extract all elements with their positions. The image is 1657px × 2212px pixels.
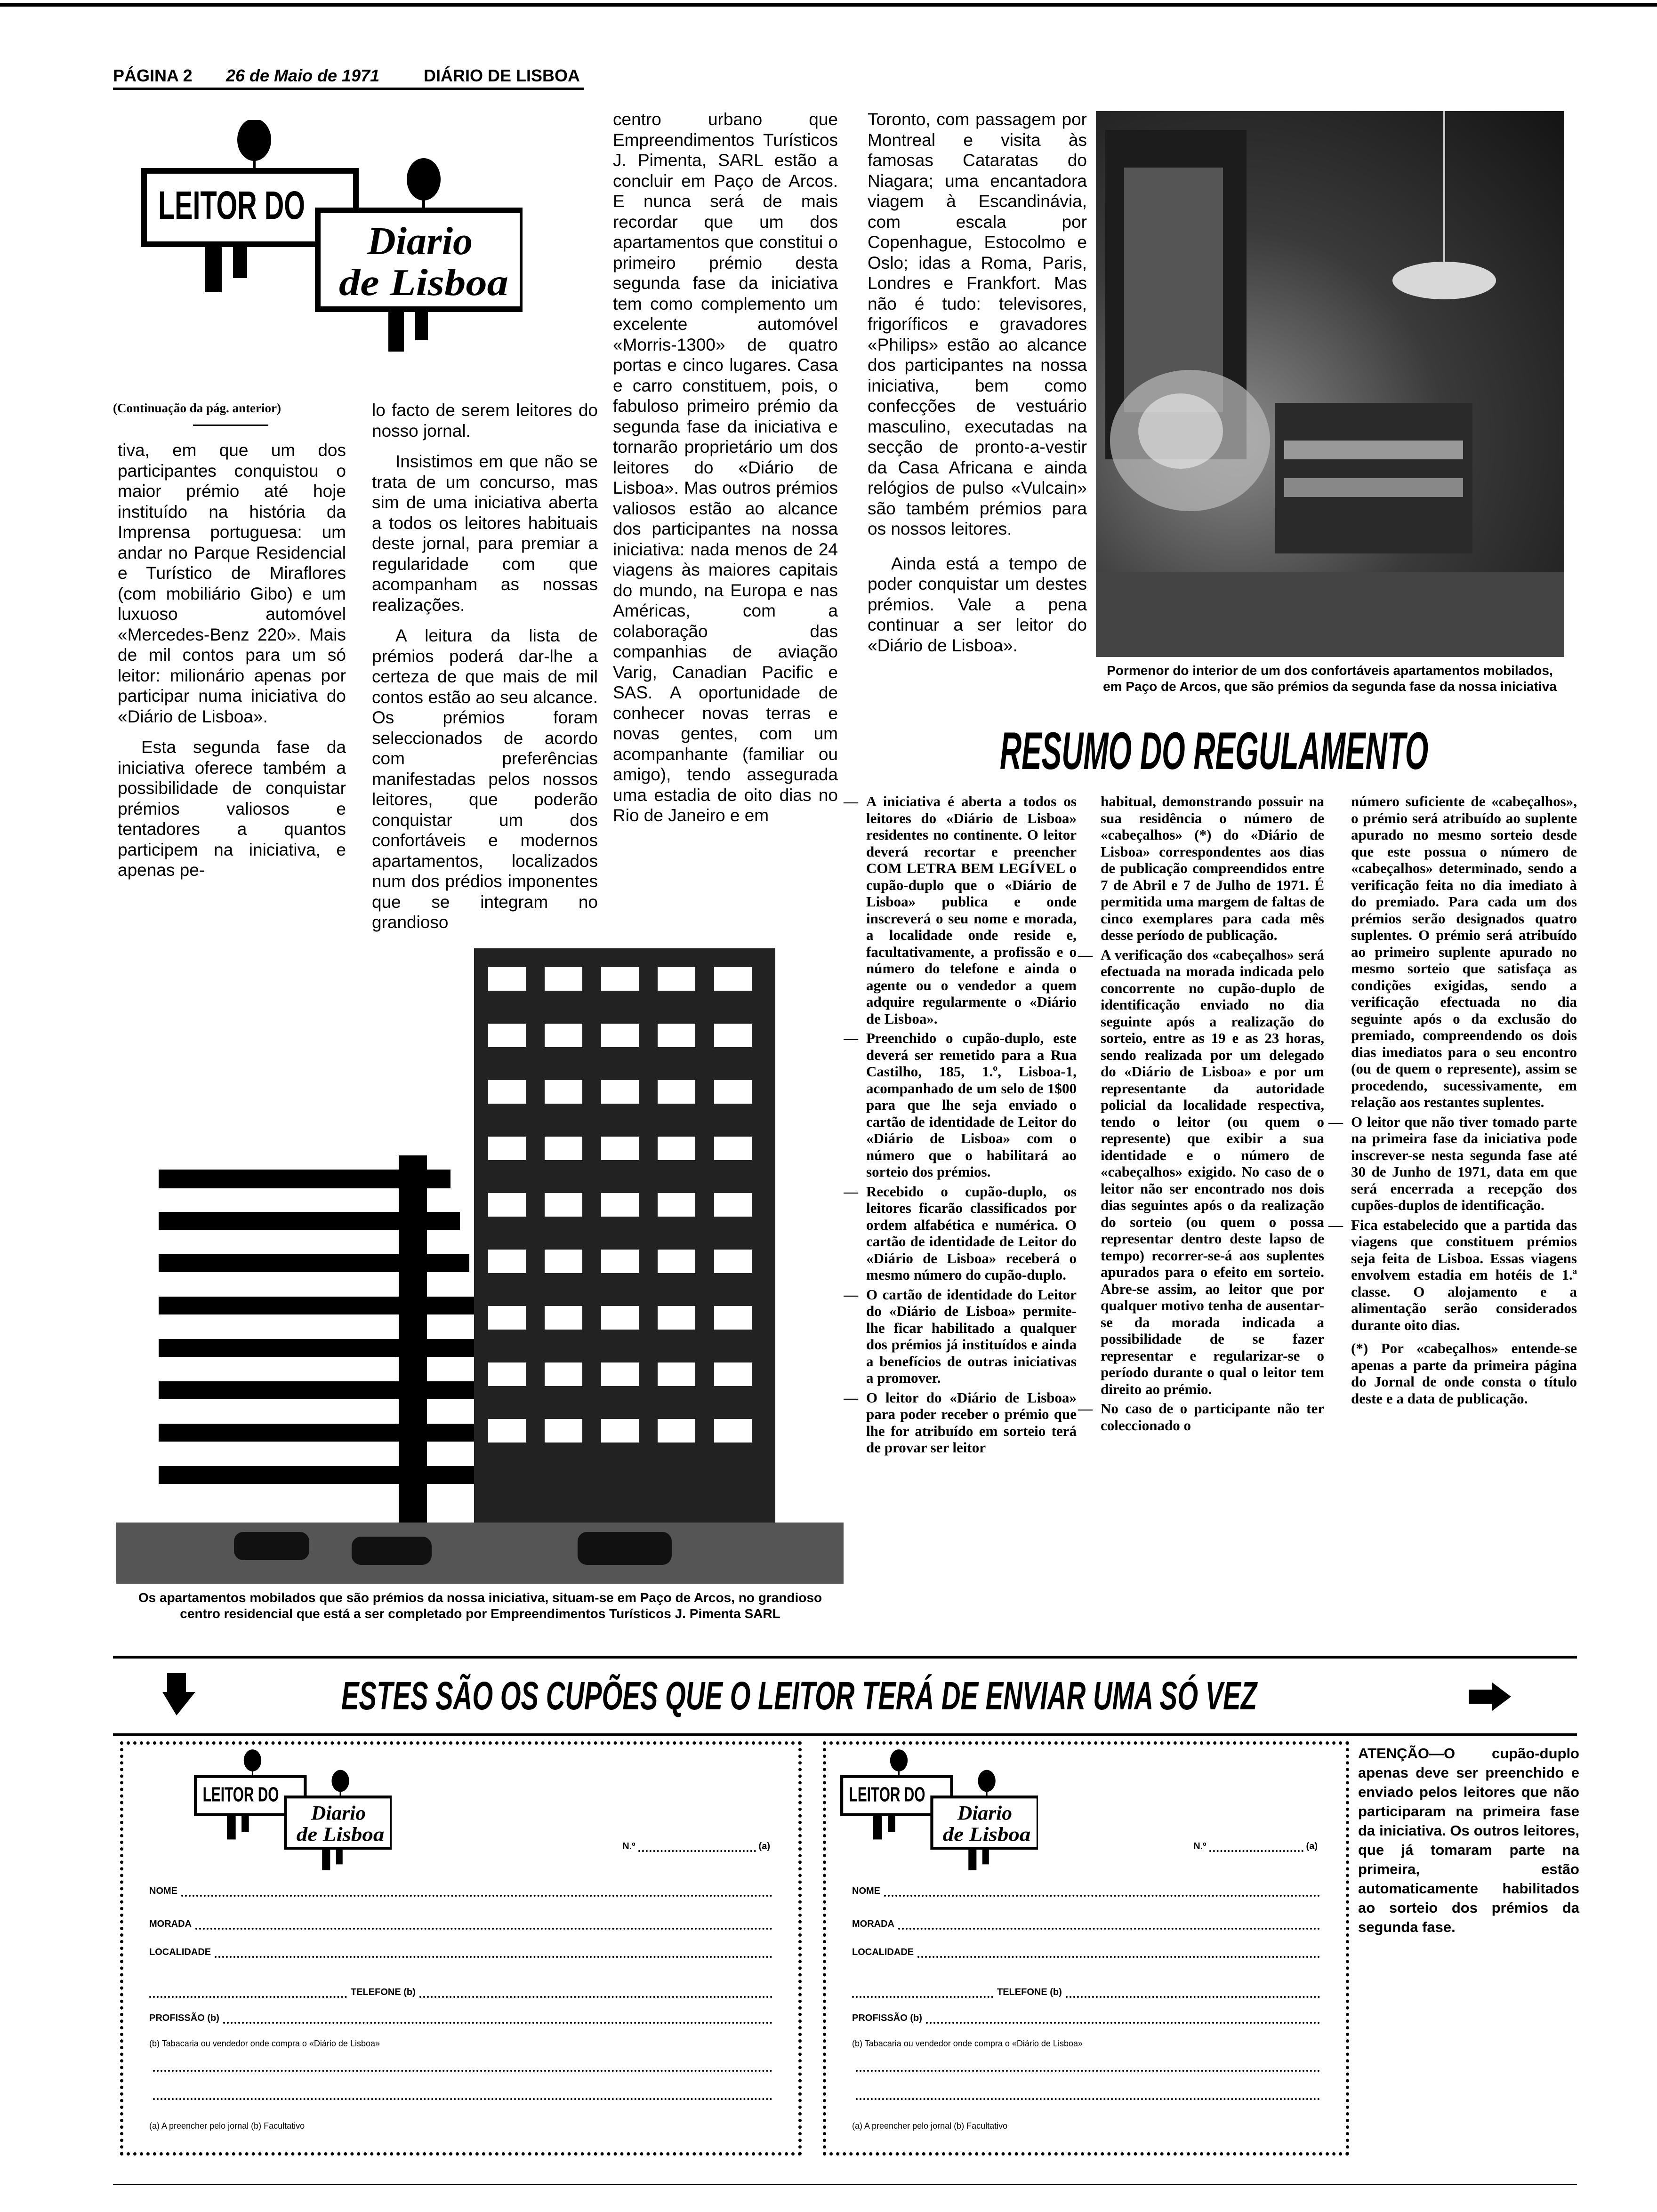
logo-diario: Diario	[367, 219, 473, 263]
agent-field-line-2[interactable]	[852, 2098, 1320, 2100]
logo-de-lisboa: de Lisboa	[296, 1824, 385, 1846]
phone-field[interactable]	[149, 1987, 772, 1998]
continuation-rule	[193, 425, 268, 426]
attention-lead: ATENÇÃO—	[1358, 1745, 1444, 1762]
address-label: MORADA	[852, 1919, 894, 1929]
coupon-number-field[interactable]	[622, 1841, 770, 1852]
regulation-item: — Preenchido o cupão-duplo, este deverá ser remetido para a Rua Castilho, 185, 1.º, Lisboa-1, acompanhado de um selo de 1$00 para que lhe seja enviado o cartão de identidade de Leitor do «Diário de Lisboa» com o número que o habilitará ao sorteio dos prémios.	[844, 1030, 1077, 1180]
newspaper-name: DIÁRIO DE LISBOA	[424, 66, 580, 85]
logo-leitor-do: LEITOR DO	[202, 1783, 279, 1806]
agent-note: (b) Tabacaria ou vendedor onde compra o «Diário de Lisboa»	[149, 2039, 380, 2048]
banner-rule-top	[113, 1656, 1577, 1659]
coupons-banner: ESTES SÃO OS CUPÕES QUE O LEITOR TERÁ DE ENVIAR UMA SÓ VEZ	[341, 1674, 1257, 1718]
regulation-item: — O leitor do «Diário de Lisboa» para poder receber o prémio que lhe for atribuído em sorteio terá de provar ser leitor	[844, 1389, 1077, 1456]
name-field[interactable]	[852, 1886, 1320, 1897]
top-border	[0, 3, 1657, 7]
attention-text: O cupão-duplo apenas deve ser preenchido e enviado pelos leitores que não participaram na primeira fase da iniciativa. Os outros leitores, que já tomaram parte na primeira, estão automaticamente habilitados ao sorteio dos prémios da segunda fase.	[1358, 1745, 1579, 1935]
article-paragraph: tiva, em que um dos participantes conquistou o maior prémio até hoje instituído na história da Imprensa portuguesa: um andar no Parque Residencial e Turístico de Miraflores (com mobiliário Gibo) e um luxuoso automóvel «Mercedes-Benz 220». Mais de mil contos para um só leitor: milionário apenas por participar numa iniciativa do «Diário de Lisboa».	[118, 441, 346, 726]
buildings-photo	[116, 948, 844, 1584]
article-paragraph: Esta segunda fase da iniciativa oferece também a possibilidade de conquistar prémios valiosos e tentadores a quantos participem na iniciativa, e apenas pe-	[118, 737, 346, 880]
locality-label: LOCALIDADE	[149, 1947, 211, 1957]
locality-field[interactable]	[149, 1947, 772, 1958]
number-note: (a)	[1306, 1841, 1318, 1851]
number-label: N.º	[1193, 1841, 1207, 1851]
attention-note	[1358, 1744, 1579, 1937]
regulation-title: RESUMO DO REGULAMENTO	[1000, 721, 1429, 780]
article-column-4	[868, 109, 1087, 656]
coupon-footer-note: (a) A preencher pelo jornal (b) Facultativo	[852, 2121, 1008, 2131]
coupon-number-field[interactable]	[1193, 1841, 1318, 1852]
regulation-item: — A iniciativa é aberta a todos os leitores do «Diário de Lisboa» residentes no continente. O leitor deverá recortar e preencher COM LETRA BEM LEGÍVEL o cupão-duplo que o «Diário de Lisboa» publica e onde inscreverá o seu nome e morada, a localidade onde reside e, facultativamente, a profissão e o número do telefone e ainda o agente ou o vendedor a quem adquire regularmente o «Diário de Lisboa».	[844, 793, 1077, 1027]
balloon-icon	[331, 1770, 349, 1792]
address-field[interactable]	[852, 1919, 1320, 1930]
profession-label: PROFISSÃO (b)	[149, 2013, 219, 2023]
coupon-footer-note: (a) A preencher pelo jornal (b) Facultativo	[149, 2121, 305, 2131]
name-label: NOME	[149, 1886, 177, 1896]
logo-graphic	[194, 1749, 392, 1872]
logo-leitor-do: LEITOR DO	[849, 1783, 925, 1806]
bottom-rule	[113, 2184, 1577, 2185]
continuation-note: (Continuação da pág. anterior)	[113, 401, 281, 415]
locality-field[interactable]	[852, 1947, 1320, 1958]
agent-field-line-1[interactable]	[149, 2069, 772, 2072]
phone-field[interactable]	[852, 1987, 1320, 1998]
regulation-item: — Recebido o cupão-duplo, os leitores ficarão classificados por ordem alfabética e numérica. O cartão de identidade de Leitor do «Diário de Lisboa» receberá o mesmo número do cupão-duplo.	[844, 1183, 1077, 1283]
balloon-icon	[890, 1749, 908, 1771]
logo-de-lisboa: de Lisboa	[339, 261, 508, 304]
profession-field[interactable]	[852, 2013, 1320, 2024]
coupon-logo	[194, 1749, 392, 1872]
issue-date: 26 de Maio de 1971	[226, 66, 380, 85]
article-paragraph: Insistimos em que não se trata de um concurso, mas sim de uma iniciativa aberta a todos os leitores habituais deste jornal, para premiar a regularidade com que acompanham as nossas realizações.	[372, 452, 598, 615]
article-paragraph: centro urbano que Empreendimentos Turísticos J. Pimenta, SARL estão a concluir em Paço de Arcos. E nunca será de mais recordar que um dos apartamentos que constitui o primeiro prémio desta segunda fase da iniciativa tem como complemento um excelente automóvel «Morris-1300» de quatro portas e cinco lugares. Casa e carro constituem, pois, o fabuloso primeiro prémio da segunda fase da iniciativa e tornarão proprietário um dos leitores do «Diário de Lisboa». Mas outros prémios valiosos estão ao alcance dos participantes na nossa iniciativa: nada menos de 24 viagens às maiores capitais do mundo, na Europa e nas Américas, com a colaboração das companhias de aviação Varig, Canadian Pacific e SAS. A oportunidade de conhecer novas terras e novas gentes, com um acompanhante (familiar ou amigo), tendo assegurada uma estadia de oito dias no Rio de Janeiro e em	[613, 110, 838, 825]
name-label: NOME	[852, 1886, 880, 1896]
logo-diario: Diario	[957, 1802, 1013, 1825]
logo-graphic	[840, 1749, 1038, 1872]
balloon-icon	[244, 1749, 261, 1771]
interior-photo	[1096, 111, 1564, 657]
arrow-down-icon	[162, 1673, 195, 1715]
article-paragraph: A leitura da lista de prémios poderá dar-lhe a certeza de que mais de mil contos estão ao seu alcance. Os prémios foram seleccionados de acordo com preferências manifestadas pelos nossos leitores, que poderão conquistar um dos confortáveis e modernos apartamentos, localizados num dos prédios imponentes que se integram no grandioso	[372, 626, 598, 932]
leitor-do-diario-de-lisboa-logo	[141, 120, 523, 353]
regulation-item: — O cartão de identidade do Leitor do «Diário de Lisboa» permite-lhe ficar habilitado a qualquer dos prémios já instituídos e ainda a benefícios de outras iniciativas a promover.	[844, 1286, 1077, 1387]
number-note: (a)	[758, 1841, 770, 1851]
phone-label: TELEFONE (b)	[997, 1987, 1062, 1997]
regulation-item: — Fica estabelecido que a partida das viagens que constituem prémios seja feita de Lisboa. Essas viagens envolvem estadia em hotéis de 1.ª classe. O alojamento e a alimentação serão considerados durante oito dias.	[1328, 1217, 1577, 1334]
agent-note: (b) Tabacaria ou vendedor onde compra o «Diário de Lisboa»	[852, 2039, 1083, 2048]
balloon-icon	[407, 158, 441, 200]
logo-de-lisboa: de Lisboa	[942, 1824, 1031, 1846]
interior-photo-graphic	[1096, 111, 1564, 657]
arrow-right-icon	[1469, 1683, 1511, 1711]
number-label: N.º	[622, 1841, 635, 1851]
agent-field-line-1[interactable]	[852, 2069, 1320, 2072]
address-field[interactable]	[149, 1919, 772, 1930]
article-paragraph: Ainda está a tempo de poder conquistar um destes prémios. Vale a pena continuar a ser leitor do «Diário de Lisboa».	[868, 553, 1087, 655]
article-paragraph: lo facto de serem leitores do nosso jornal.	[372, 401, 598, 441]
regulation-title-wrap	[1000, 721, 1433, 780]
regulation-column-a	[844, 793, 1077, 1459]
regulation-item-continuation: número suficiente de «cabeçalhos», o prémio será atribuído ao suplente apurado no mesmo sorteio desde que este possua o número de «cabeçalhos» determinado, sendo a verificação feita no dia imediato à do premiado. Para cada um dos prémios serão designados quatro suplentes. O prémio será atribuído ao primeiro suplente apurado no mesmo sorteio que satisfaça as condições exigidas, sendo a verificação efectuada no dia seguinte após o da exclusão do premiado, compreendendo os dois dias imediatos para o seu encontro (ou de quem o represente), assim se procedendo, sucessivamente, em relação aos restantes suplentes.	[1351, 793, 1577, 1110]
phone-label: TELEFONE (b)	[351, 1987, 416, 1997]
logo-leitor-do: LEITOR DO	[158, 183, 305, 227]
locality-label: LOCALIDADE	[852, 1947, 914, 1957]
coupon-form-1	[120, 1741, 802, 2156]
banner-wrap	[341, 1672, 1306, 1719]
regulation-item: — O leitor que não tiver tomado parte na primeira fase da iniciativa pode inscrever-se nesta segunda fase até 30 de Junho de 1971, data em que será encerrada a recepção dos cupões-duplos de identificação.	[1328, 1114, 1577, 1214]
page-number: PÁGINA 2	[113, 66, 193, 85]
banner-rule-bottom	[113, 1733, 1577, 1736]
profession-label: PROFISSÃO (b)	[852, 2013, 922, 2023]
profession-field[interactable]	[149, 2013, 772, 2024]
buildings-photo-graphic	[116, 948, 844, 1584]
logo-diario: Diario	[311, 1802, 366, 1825]
header-rule	[113, 88, 584, 90]
balloon-icon	[978, 1770, 995, 1792]
buildings-photo-caption: Os apartamentos mobilados que são prémios da nossa iniciativa, situam-se em Paço de Arcos, no grandioso centro residencial que está a ser completado por Empreendimentos Turísticos J. Pimenta SARL	[138, 1590, 822, 1621]
article-paragraph: Toronto, com passagem por Montreal e visita às famosas Cataratas do Niagara; uma encantadora viagem à Escandinávia, com escala por Copenhague, Estocolmo e Oslo; idas a Roma, Paris, Londres e Frankfort. Mas não é tudo: televisores, frigoríficos e gravadores «Philips» estão ao alcance dos participantes na nossa iniciativa, bem como confecções de vestuário masculino, executadas na secção de pronto-a-vestir da Casa Africana e ainda relógios de pulso «Vulcain» são também prémios para os nossos leitores.	[868, 110, 1087, 538]
article-column-1	[118, 440, 346, 881]
balloon-icon	[237, 120, 271, 161]
address-label: MORADA	[149, 1919, 192, 1929]
article-column-2	[372, 400, 598, 933]
coupon-form-2	[823, 1741, 1349, 2156]
interior-photo-caption: Pormenor do interior de um dos confortáveis apartamentos mobilados, em Paço de Arcos, que são prémios da segunda fase da nossa iniciativa	[1103, 663, 1557, 694]
coupon-logo	[840, 1749, 1038, 1872]
regulation-footnote: (*) Por «cabeçalhos» entende-se apenas a parte da primeira página do Jornal de onde consta o título deste e a data de publicação.	[1351, 1340, 1577, 1407]
regulation-item: — A verificação dos «cabeçalhos» será efectuada na morada indicada pelo concorrente no cupão-duplo de identificação enviado no dia seguinte após a realização do sorteio, entre as 19 e as 23 horas, sendo realizada por um delegado do «Diário de Lisboa» e por um representante da autoridade policial da localidade respectiva, tendo o leitor (ou quem o represente) que exibir a sua identidade e o número de «cabeçalhos» exigido. No caso de o leitor não ser encontrado nos dois dias seguintes após o da realização do sorteio (ou quem o possa representar dentro deste lapso de tempo) recorrer-se-á aos suplentes apurados para o efeito em sorteio. Abre-se assim, ao leitor que por qualquer motivo tenha de ausentar-se da morada indicada a possibilidade de se fazer representar e regularizar-se o período durante o qual o leitor tem direito ao prémio.	[1078, 946, 1324, 1398]
regulation-column-c	[1328, 793, 1577, 1407]
name-field[interactable]	[149, 1886, 772, 1897]
regulation-item-continuation: habitual, demonstrando possuir na sua residência o número de «cabeçalhos» (*) do «Diário de Lisboa» correspondentes aos dias de publicação compreendidos entre 7 de Abril e 7 de Julho de 1971. É permitida uma margem de faltas de cinco exemplares para cada mês desse período de publicação.	[1101, 793, 1324, 943]
agent-field-line-2[interactable]	[149, 2098, 772, 2100]
article-column-3	[613, 109, 838, 826]
regulation-item: — No caso de o participante não ter coleccionado o	[1078, 1400, 1324, 1434]
regulation-column-b	[1078, 793, 1324, 1436]
logo-graphic	[141, 120, 523, 353]
